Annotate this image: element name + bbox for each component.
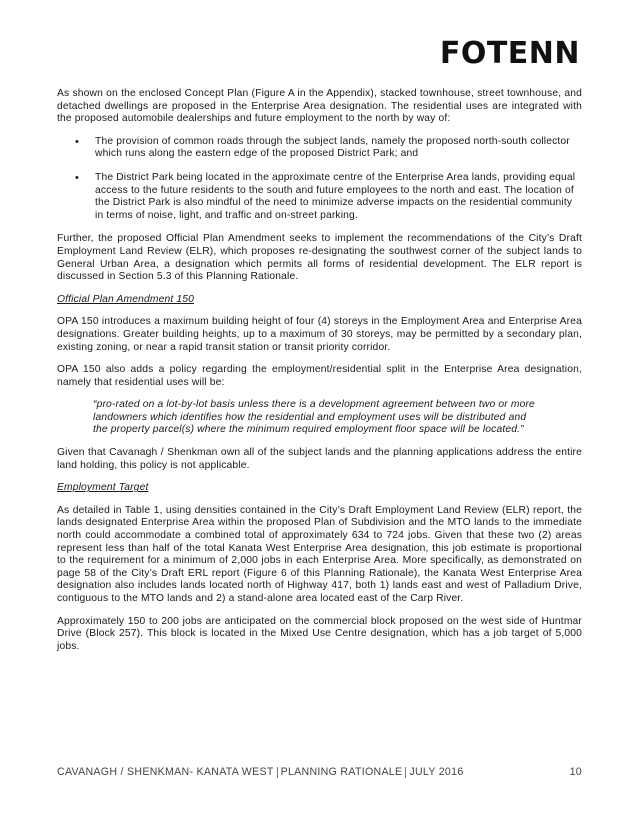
- given-paragraph: Given that Cavanagh / Shenkman own all of the subject lands and the planning applications address the entire land holding, this policy is not applicable.: [57, 447, 582, 471]
- list-item: • The District Park being located in the approximate centre of the Enterprise Area lands, providing equal access to the future residents to the south and future employees to the north and east. The location of the District Park is also mindful of the need to minimize adverse impacts on the residential community in terms of noise, light, and traffic and on-street parking.: [95, 172, 582, 222]
- intro-paragraph: As shown on the enclosed Concept Plan (Figure A in the Appendix), stacked townhouse, street townhouse, and detached dwellings are proposed in the Enterprise Area designation. The residential uses are integrated with the proposed automobile dealerships and future employment to the north by way of:: [57, 88, 582, 125]
- footer-project: CAVANAGH / SHENKMAN- KANATA WEST: [57, 766, 274, 778]
- bullet-list: [57, 136, 582, 223]
- further-paragraph: Further, the proposed Official Plan Amendment seeks to implement the recommendations of the City’s Draft Employment Land Review (ELR), which proposes re-designating the southwest corner of the subject lands to General Urban Area, a designation which permits all forms of residential development. The ELR report is discussed in Section 5.3 of this Planning Rationale.: [57, 233, 582, 283]
- footer-divider: [405, 767, 406, 778]
- employment-paragraph: As detailed in Table 1, using densities contained in the City’s Draft Employment Land Review (ELR) report, the lands designated Enterprise Area within the proposed Plan of Subdivision and the MTO lands to the immediate north could accommodate a combined total of approximately 634 to 724 jobs. Given that these two (2) areas represent less than half of the total Kanata West Enterprise Area designation, this job estimate is proportional to the requirement for a minimum of 2,000 jobs in each Enterprise Area. More specifically, as demonstrated on page 58 of the City’s Draft ERL report (Figure 6 of this Planning Rationale), the Kanata West Enterprise Area designation also includes lands located north of Highway 417, both 1) lands east and west of Palladium Drive, contiguous to the MTO lands and 2) a stand-alone area located east of the Carp River.: [57, 504, 582, 604]
- page-number: 10: [569, 766, 582, 778]
- opa-policy-paragraph: OPA 150 also adds a policy regarding the employment/residential split in the Enterprise Area designation, namely that residential uses will be:: [57, 364, 582, 388]
- section-heading-opa: Official Plan Amendment 150: [57, 293, 195, 305]
- policy-quote: “pro-rated on a lot-by-lot basis unless there is a development agreement between two or more landowners which identifies how the residential and employment uses will be distributed and the property parcel(s) where the minimum required employment floor space will be located.”: [93, 399, 535, 436]
- jobs-paragraph: Approximately 150 to 200 jobs are anticipated on the commercial block proposed on the west side of Huntmar Drive (Block 257). This block is located in the Mixed Use Centre designation, which has a job target of 5,000 jobs.: [57, 615, 582, 652]
- footer-document: PLANNING RATIONALE: [280, 766, 403, 778]
- section-heading-employment: Employment Target: [57, 482, 149, 494]
- list-item: • The provision of common roads through the subject lands, namely the proposed north-south collector which runs along the eastern edge of the proposed District Park; and: [95, 136, 582, 161]
- footer-divider: [277, 767, 278, 778]
- company-logo: FOTENN: [439, 36, 580, 71]
- document-body: [57, 88, 582, 663]
- footer-date: JULY 2016: [409, 766, 464, 778]
- page-footer: [57, 766, 582, 778]
- opa-paragraph: OPA 150 introduces a maximum building height of four (4) storeys in the Employment Area and Enterprise Area designations. Greater building heights, up to a maximum of 30 storeys, may be permitted by a secondary plan, existing zoning, or near a rapid transit station or transit priority corridor.: [57, 316, 582, 353]
